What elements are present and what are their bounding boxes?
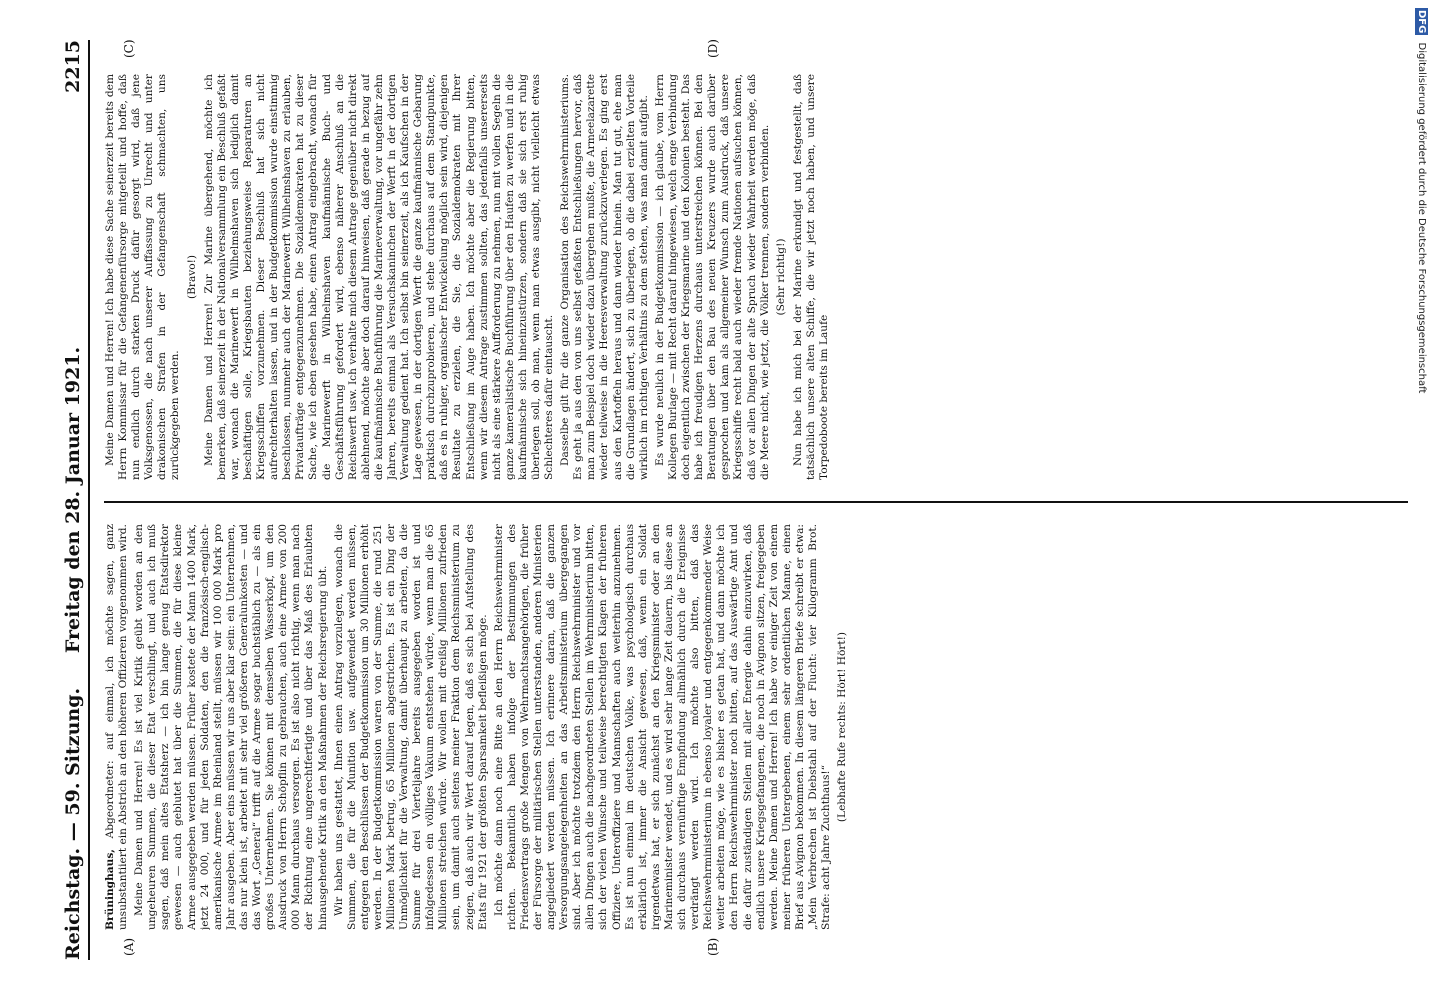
left-paragraph-1: Meine Damen und Herren! Es ist viel Kritik geübt worden an den ungeheuren Summen, die dieser Etat verschlingt, und auch ich muß sagen, daß mein altes Etatsherz — ich bin lange genug Etatsdirektor gewesen — auch geblutet hat über die Summen, die für diese kleine Armee ausgegeben werden müssen. Früher kostete der Mann 1400 Mark, jetzt 24 000, und für jeden Soldaten, den die französisch-englisch-amerikanische Armee im Rheinland stellt, müssen wir 100 000 Mark pro Jahr ausgeben. Aber eins müssen wir uns aber klar sein: ein Unternehmen, das nur klein ist, arbeitet mit sehr viel größeren Generalunkosten — und das Wort „General“ trifft auf die Armee sogar buchstäblich zu — als ein großes Unternehmen. Sie können mit demselben Wasserkopf, um den Ausdruck von Herrn Schöpflin zu gebrauchen, auch eine Armee von 200 000 Mann durchaus versorgen. Es ist also nicht richtig, wenn man nach der Richtung eine ungerechtfertigte und über das Maß des Erlaubten hinausgehende Kritik an den Maßnahmen der Reichsregierung übt. — [133, 524, 329, 930]
margin-marker-b: (B) — [706, 937, 720, 956]
right-paragraph-1: Meine Damen und Herren! Ich habe diese Sache seinerzeit bereits dem Herrn Kommissar für die Gefangenenfürsorge mitgeteilt und hoffe, daß nun endlich durch starken Druck dafür gesorgt wird, daß jene Volksgenossen, die nach unserer Auffassung zu Unrecht und unter drakonischen Strafen in der Gefangenschaft schmachten, uns zurückgegeben werden. — [104, 74, 182, 480]
speaker-name: Brüninghaus, — [104, 849, 116, 930]
left-paragraph-2: Wir haben uns gestattet, Ihnen einen Antrag vorzulegen, wonach die Summen, die für die Munition usw. aufgewendet werden müssen, entgegen den Beschlüssen der Budgetkommission um 30 Millionen erhöht werden. In der Budgetkommission waren von der Summe, die rund 251 Millionen Mark betrug, 65 Millionen abgestrichen. Es ist ein Ding der Unmöglichkeit für die Verwaltung, damit überhaupt zu arbeiten, da die Summe für drei Vierteljahre bereits ausgegeben worden ist und infolgedessen ein völliges Vakuum entstehen würde, wenn man die 65 Millionen streichen würde. Wir wollen mit dreißig Millionen zufrieden sein, um damit auch seitens meiner Fraktion dem Reichsministerium zu zeigen, daß auch wir Wert darauf legen, daß es sich bei Aufstellung des Etats für 1921 der größten Sparsamkeit befleißigen möge. — [332, 524, 489, 930]
right-interjection-sehr-richtig: (Sehr richtig!) — [774, 238, 787, 316]
header-date: Freitag den 28. Januar 1921. — [62, 346, 84, 654]
dfg-logo-icon: DFG — [1416, 10, 1427, 34]
digitization-credit — [1412, 8, 1428, 992]
left-interjection: (Lebhafte Rufe rechts: Hört! Hört!) — [836, 631, 849, 823]
digitization-credit-text: Digitalisierung gefördert durch die Deutsche Forschungsgemeinschaft — [1416, 42, 1427, 394]
margin-marker-d: (D) — [706, 39, 720, 58]
speaker-intro-text: auf einmal, ich möchte sagen, ganz unsubstantiiert ein Abstrich an den höheren Offizieren vorgenommen wird. — [104, 524, 130, 930]
left-column — [104, 524, 1408, 930]
right-paragraph-5: Nun habe ich mich bei der Marine erkundigt und festgestellt, daß tatsächlich unsere alten Schiffe, die wir jetzt noch haben, und unsere Torpedoboote bereits im Laufe — [791, 74, 830, 480]
right-column — [104, 74, 1408, 480]
page-number: 2215 — [62, 40, 84, 93]
margin-marker-c: (C) — [122, 39, 136, 58]
right-paragraph-3: Dasselbe gilt für die ganze Organisation des Reichswehrministeriums. Es geht ja aus den von uns selbst gefaßten Entschließungen hervor, daß man zum Beispiel doch wieder dazu übergehen mußte, die Armeelazarette wieder teilweise in die Heeresverwaltung zurückzuverlegen. Es ging erst aus den Kartoffeln heraus und dann wieder hinein. Man tut gut, ehe man die Grundlagen ändert, sich zu überlegen, ob die dabei erzielten Vorteile wirklich im richtigen Verhältnis zu dem stehen, was man damit aufgibt. — [559, 74, 650, 480]
margin-marker-a: (A) — [122, 937, 136, 956]
speaker-intro — [104, 524, 130, 930]
page-header — [58, 40, 90, 960]
header-left: Reichstag. — 59. Sitzung. — [62, 687, 84, 960]
speaker-role: Abgeordneter: — [104, 760, 116, 839]
right-paragraph-4: Es wurde neulich in der Budgetkommission — ich glaube, vom Herrn Kollegen Burlage — mit Recht darauf hingewiesen, welch enge Verbindung doch eigentlich zwischen der Kriegsmarine und den Kolonien besteht. Das habe ich freudigen Herzens durchaus unterstreichen können. Bei den Beratungen über den Bau des neuen Kreuzers wurde auch darüber gesprochen und kam als allgemeiner Wunsch zum Ausdruck, daß unsere Kriegsschiffe recht bald auch wieder fremde Nationen aufsuchen können, daß vor allen Dingen der alte Spruch wieder Wahrheit werden möge, daß die Meere nicht, wie jetzt, die Völker trennen, sondern verbinden. — [653, 74, 771, 480]
right-paragraph-2: Meine Damen und Herren! Zur Marine übergehend, möchte ich bemerken, daß seinerzeit in der Nationalversammlung ein Beschluß gefaßt war, wonach die Marinewerft in Wilhelmshaven sich lediglich damit beschäftigen solle, Kriegsbauten beziehungsweise Reparaturen an Kriegsschiffen vorzunehmen. Dieser Beschluß hat sich nicht aufrechterhalten lassen, und in der Budgetkommission wurde einstimmig beschlossen, nunmehr auch der Marinewerft Wilhelmshaven zu erlauben, Privataufträge entgegenzunehmen. Die Sozialdemokraten hat zu dieser Sache, wie ich eben gesehen habe, einen Antrag eingebracht, wonach für die Marinewerft in Wilhelmshaven kaufmännische Buch- und Geschäftsführung gefordert wird, ebenso näherer Anschluß an die Reichswerft usw. Ich verhalte mich diesem Antrage gegenüber nicht direkt ablehnend, möchte aber doch darauf hinweisen, daß gerade in bezug auf die kaufmännische Buchführung die Marineverwaltung, vor ungefähr zehn Jahren, bereits einmal als Versuchskaninchen der Werft in der dortigen Verwaltung gedient hat. Ich selbst bin seinerzeit, als ich Kaufschen in der Lage gewesen, in der dortigen Werft die ganze kaufmännische Gebarung praktisch durchzuprobieren, und stehe durchaus auf dem Standpunkte, daß es in ruhiger, organischer Entwickelung möglich sein wird, diejenigen Resultate zu erzielen, die Sie, die Sozialdemokraten mit Ihrer Entschließung im Auge haben. Ich möchte aber die Regierung bitten, wenn wir diesem Antrage zustimmen sollten, das jedenfalls unsererseits nicht als eine stärkere Aufforderung zu nehmen, nun mit vollen Segeln die ganze kameralistische Buchführung über den Haufen zu werfen und in die kaufmännische sich hineinzustürzen, sondern daß sie sich erst ruhig überlegen soll, ob man, wenn man etwas ausgibt, nicht vielleicht etwas Schlechteres dafür eintauscht. — [202, 74, 556, 480]
left-paragraph-3: Ich möchte dann noch eine Bitte an den Herrn Reichswehrminister richten. Bekanntlich haben infolge der Bestimmungen des Friedensvertrags große Mengen von Wehrmachtsangehörigen, die früher der Fürsorge der militärischen Stellen unterstanden, anderen Ministerien angegliedert werden müssen. Ich erinnere daran, daß die ganzen Versorgungsangelegenheiten an das Arbeitsministerium übergegangen sind. Aber ich möchte trotzdem den Herrn Reichswehrminister und vor allen Dingen auch die nachgeordneten Stellen im Wehrministerium bitten, sich der vielen Wünsche und teilweise berechtigten Klagen der früheren Offiziere, Unteroffiziere und Mannschaften auch weiterhin anzunehmen. Es ist nun einmal im deutschen Volke, was psychologisch durchaus erklärlich ist, immer die Ansicht gewesen, daß, wenn ein Soldat irgendetwas hat, er sich zunächst an den Kriegsminister oder an den Marineminister wendet, und es wird sehr lange Zeit dauern, bis diese an sich durchaus vernünftige Empfindung allmählich durch die Ereignisse verdrängt werden wird. Ich möchte also bitten, daß das Reichswehrministerium in ebenso loyaler und entgegenkommender Weise weiter arbeiten möge, wie es bisher es getan hat, und dann möchte ich den Herrn Reichswehrminister noch bitten, auf das Auswärtige Amt und die dafür zuständigen Stellen mit aller Energie dahin einzuwirken, daß endlich unsere Kriegsgefangenen, die noch in Avignon sitzen, freigegeben werden. Meine Damen und Herren! Ich habe vor einiger Zeit von einem meiner früheren Untergebenen, einem sehr ordentlichen Manne, einen Brief aus Avignon bekommen. In diesem längeren Briefe schreibt er etwa: „Mein Verbrechen ist Diebstahl auf der Flucht: vier Kilogramm Brot. Strafe: acht Jahre Zuchthaus!“ — [492, 524, 833, 930]
column-divider — [104, 502, 1408, 504]
right-interjection-bravo: (Bravo!) — [185, 254, 198, 300]
